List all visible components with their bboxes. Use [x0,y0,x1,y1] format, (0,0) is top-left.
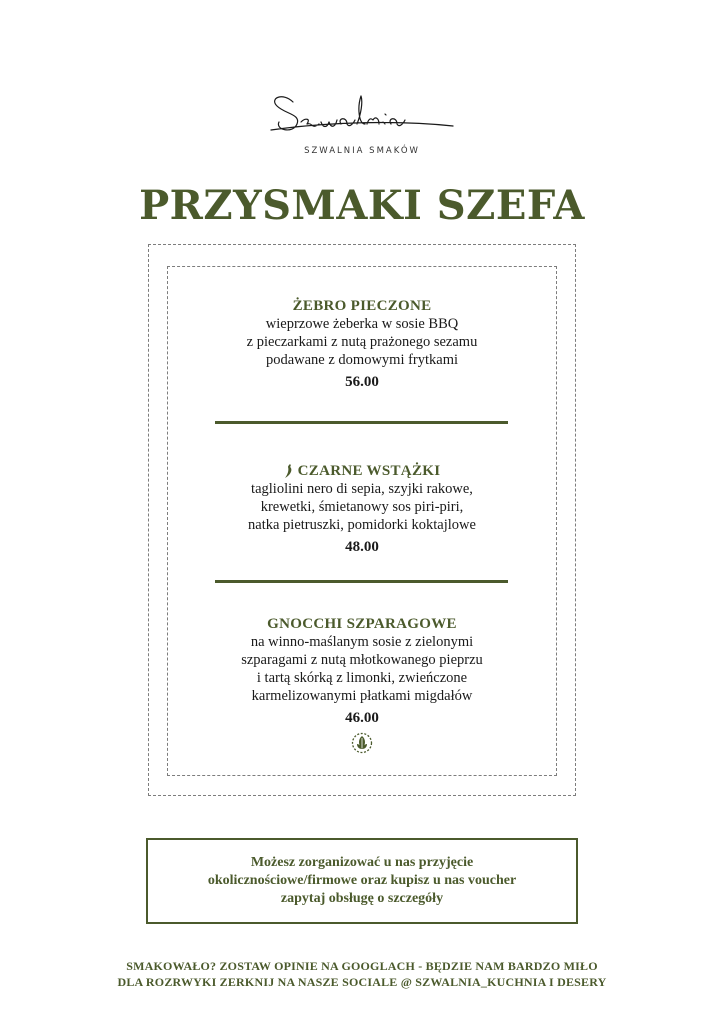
dish-description-line: karmelizowanymi płatkami migdałów [251,688,473,704]
logo-subtitle: SZWALNIA SMAKÓW [304,146,420,156]
dish-price: 46.00 [345,710,379,726]
brand-logo [0,84,724,156]
dish-description-line: z pieczarkami z nutą prażonego sezamu [246,334,478,350]
info-line: okolicznościowe/firmowe oraz kupisz u nas voucher [207,873,517,888]
dish-price: 48.00 [345,539,379,555]
dish-description-line: wieprzowe żeberka w sosie BBQ [265,316,459,332]
dish-description-line: tagliolini nero di sepia, szyjki rakowe, [251,481,473,497]
info-line: Możesz zorganizować u nas przyjęcie [250,855,474,870]
footer-line: DLA ROZRWYKI ZERKNIJ NA NASZE SOCIALE @ SZWALNIA_KUCHNIA I DESERY [117,975,607,989]
dish-description-line: na winno-maślanym sosie z zielonymi [250,634,474,650]
dish-description-line: natka pietruszki, pomidorki koktajlowe [248,517,476,533]
page-title: PRZYSMAKI SZEFA [139,182,585,229]
dish-name: CZARNE WSTĄŻKI [167,462,557,480]
menu-item [167,297,557,392]
menu-item [167,615,557,754]
dish-description-line: podawane z domowymi frytkami [265,352,459,368]
dish-name: ŻEBRO PIECZONE [292,298,432,314]
section-divider [215,421,508,424]
vegetarian-leaf-icon [351,732,373,754]
info-line: zapytaj obsługę o szczegóły [280,891,444,906]
dish-description-line: szparagami z nutą młotkowanego pieprzu [241,652,483,668]
dish-description-line: krewetki, śmietanowy sos piri-piri, [260,499,464,515]
info-box [146,838,578,924]
section-divider [215,580,508,583]
dish-description-line: i tartą skórką z limonki, zwieńczone [256,670,468,686]
signature-logo [267,84,457,144]
dish-price: 56.00 [345,374,379,390]
chili-icon [284,463,294,479]
footer [0,958,724,990]
dish-name: GNOCCHI SZPARAGOWE [267,616,457,632]
menu-item [167,462,557,557]
footer-line: SMAKOWAŁO? ZOSTAW OPINIE NA GOOGLACH - BĘDZIE NAM BARDZO MIŁO [126,959,598,973]
